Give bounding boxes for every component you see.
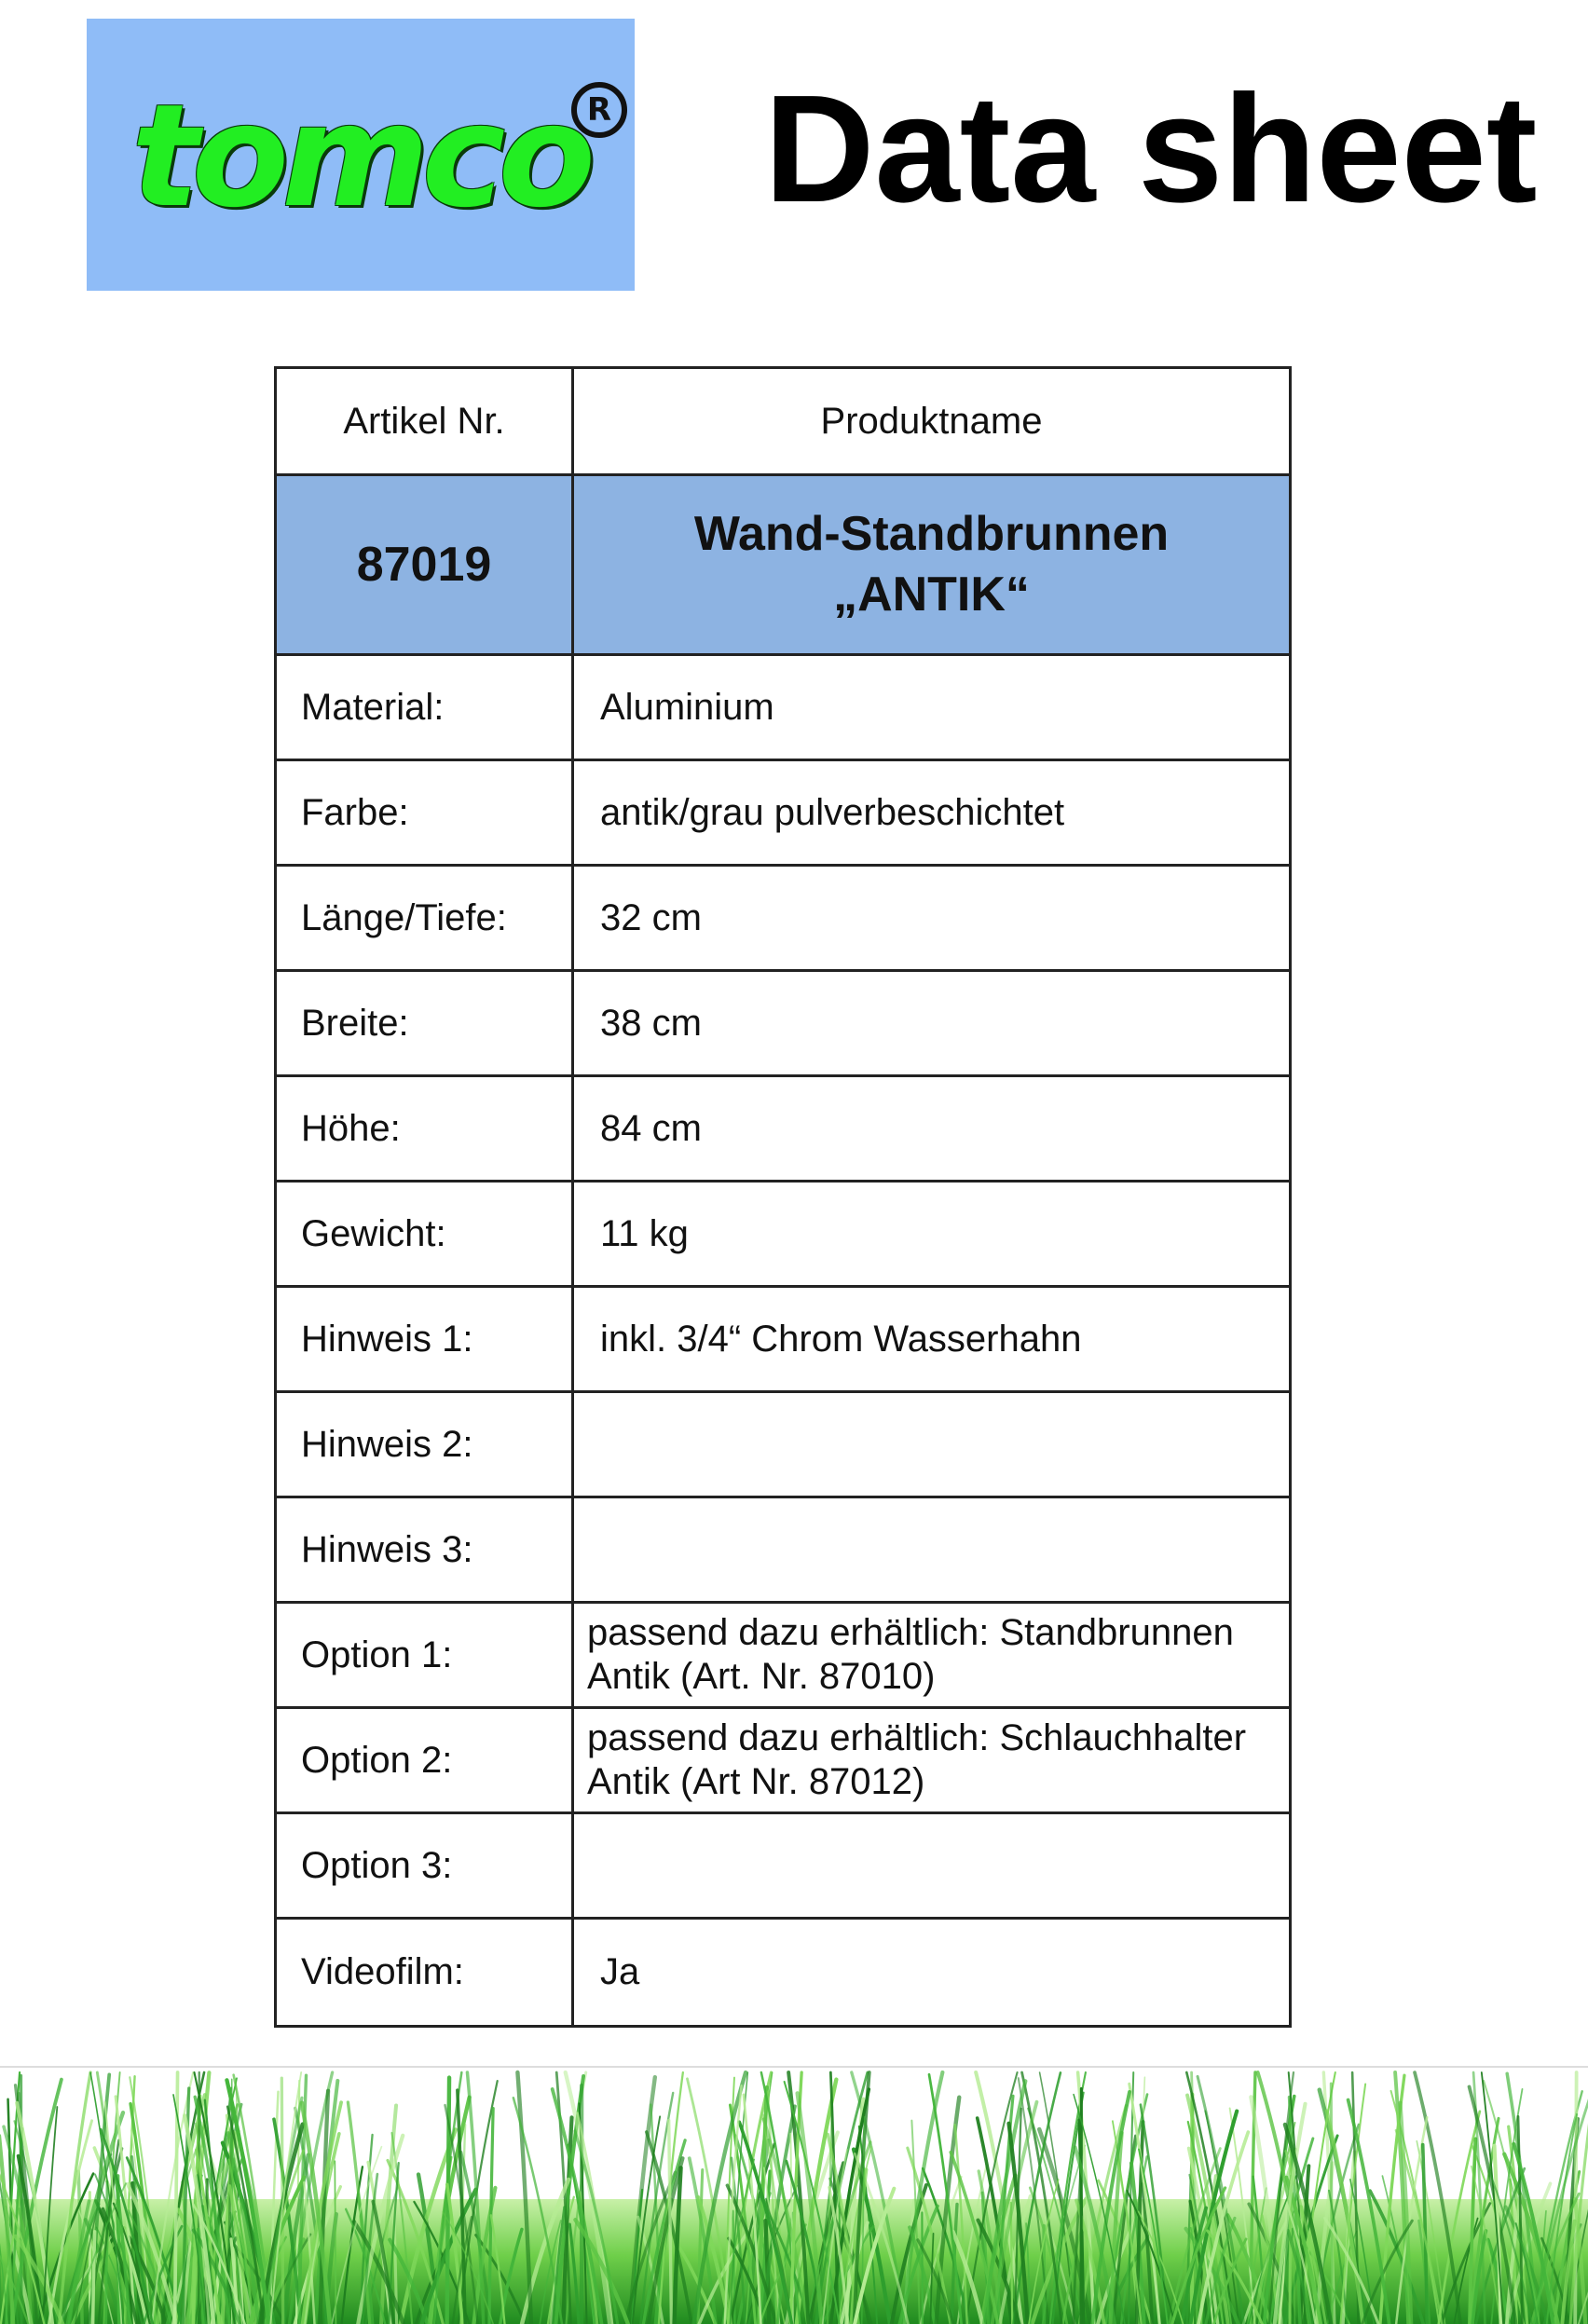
table-row-height (277, 1077, 1289, 1183)
product-name (574, 476, 1289, 653)
product-row (277, 476, 1289, 656)
table-row-note-2 (277, 1393, 1289, 1498)
row-label: Länge/Tiefe: (277, 867, 574, 969)
product-name-line2: „ANTIK“ (833, 567, 1030, 622)
row-value-line1: passend dazu erhältlich: Schlauchhalter (587, 1716, 1247, 1758)
table-row-material (277, 656, 1289, 761)
row-value: 11 kg (600, 1212, 689, 1254)
header-product-name-label: Produktname (820, 400, 1043, 442)
row-value: 32 cm (600, 896, 702, 938)
table-row-video (277, 1920, 1289, 2025)
data-sheet-table (274, 366, 1292, 2028)
product-name-line1: Wand-Standbrunnen (693, 507, 1170, 561)
row-label: Material: (277, 656, 574, 759)
row-value-line2: Antik (Art Nr. 87012) (587, 1761, 925, 1802)
row-label: Farbe: (277, 761, 574, 864)
row-value-line1: passend dazu erhältlich: Standbrunnen (587, 1611, 1234, 1653)
row-value-line2: Antik (Art. Nr. 87010) (587, 1656, 936, 1697)
row-value: Ja (600, 1951, 640, 1992)
row-value: antik/grau pulverbeschichtet (600, 791, 1065, 833)
row-label: Option 2: (277, 1709, 574, 1811)
table-header-row (277, 369, 1289, 476)
row-value: inkl. 3/4“ Chrom Wasserhahn (600, 1318, 1082, 1360)
row-value (574, 1709, 1289, 1811)
row-value (574, 1814, 1289, 1917)
row-label: Breite: (277, 972, 574, 1074)
row-label: Hinweis 1: (277, 1288, 574, 1390)
table-row-weight (277, 1183, 1289, 1288)
registered-mark-icon: R (571, 82, 627, 138)
row-label: Option 3: (277, 1814, 574, 1917)
table-row-length (277, 867, 1289, 972)
row-label: Hinweis 2: (277, 1393, 574, 1496)
article-number: 87019 (277, 476, 574, 653)
grass-decoration (0, 2059, 1588, 2324)
table-row-color (277, 761, 1289, 867)
row-label: Höhe: (277, 1077, 574, 1180)
row-value (574, 1604, 1289, 1706)
row-label: Gewicht: (277, 1183, 574, 1285)
row-label: Hinweis 3: (277, 1498, 574, 1601)
table-row-width (277, 972, 1289, 1077)
table-row-note-3 (277, 1498, 1289, 1604)
row-value (574, 1393, 1289, 1496)
table-row-option-1 (277, 1604, 1289, 1709)
document-title: Data sheet (764, 63, 1538, 234)
row-label: Option 1: (277, 1604, 574, 1706)
row-value (574, 1498, 1289, 1601)
header-article-label: Artikel Nr. (277, 369, 574, 473)
table-row-note-1 (277, 1288, 1289, 1393)
table-row-option-3 (277, 1814, 1289, 1920)
row-value: 38 cm (600, 1002, 702, 1044)
row-label: Videofilm: (277, 1920, 574, 2025)
row-value: 84 cm (600, 1107, 702, 1149)
logo-text: tomco (131, 74, 588, 239)
table-row-option-2 (277, 1709, 1289, 1814)
tomco-logo (87, 19, 635, 291)
row-value: Aluminium (600, 686, 774, 728)
